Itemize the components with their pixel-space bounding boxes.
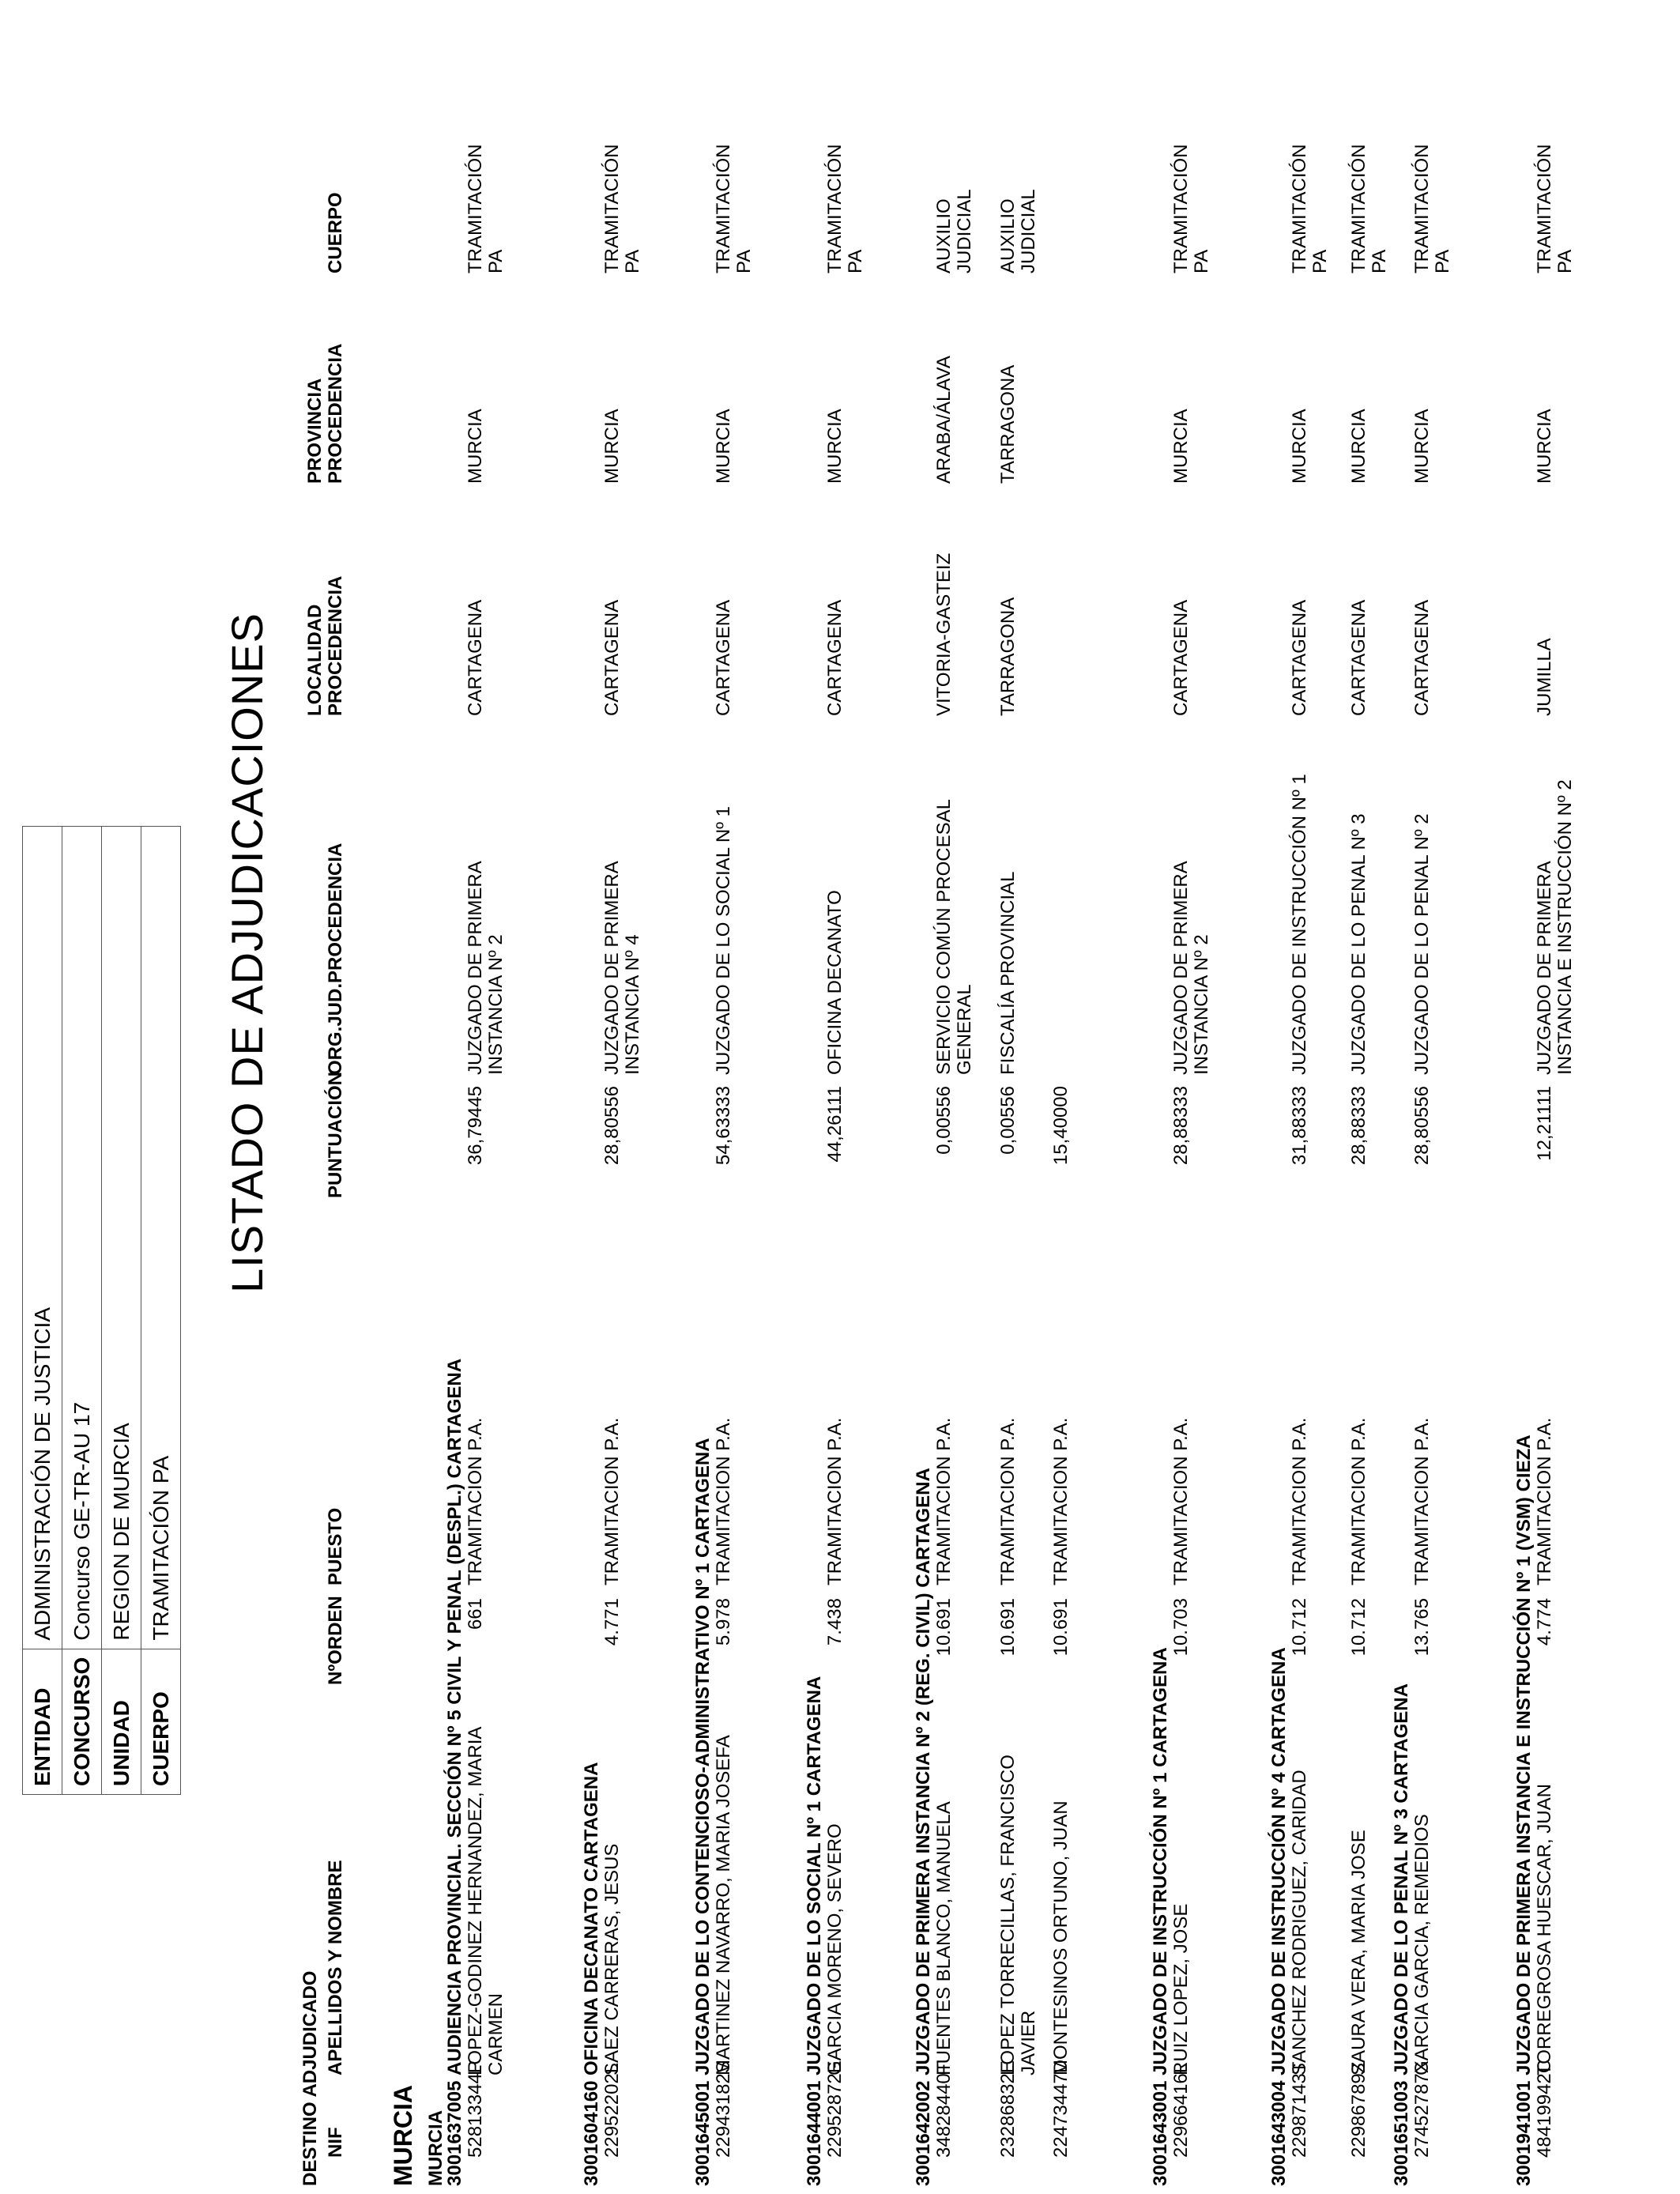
cell-provincia: MURCIA (465, 409, 486, 484)
cell-org-procedencia: JUZGADO DE PRIMERA INSTANCIA E INSTRUCCIÓN Nº 2 (1534, 779, 1576, 1075)
col-header-cuerpo: CUERPO (325, 192, 346, 273)
header-row-entidad (23, 826, 62, 1794)
cell-name: SAEZ CARRERAS, JESUS (601, 1843, 623, 2075)
col-header-localidad: LOCALIDAD PROCEDENCIA (304, 575, 346, 716)
cell-puesto: TRAMITACION P.A. (1170, 1417, 1192, 1585)
cell-puntuacion: 0,00556 (997, 1086, 1019, 1155)
cell-org-procedencia: JUZGADO DE LO PENAL Nº 2 (1411, 813, 1433, 1075)
cell-cuerpo: TRAMITACIÓN PA (1411, 144, 1453, 273)
cell-cuerpo: AUXILIO JUDICIAL (997, 189, 1039, 273)
cell-orden: 10.691 (997, 1598, 1019, 1657)
col-header-destino: DESTINO ADJUDICADO (299, 1970, 321, 2186)
cell-localidad: CARTAGENA (824, 599, 846, 716)
cell-puesto: TRAMITACION P.A. (1050, 1417, 1072, 1585)
header-row-cuerpo (141, 826, 181, 1794)
cell-name: GARCIA GARCIA, REMEDIOS (1411, 1814, 1433, 2075)
cell-org-procedencia: JUZGADO DE PRIMERA INSTANCIA Nº 2 (465, 861, 507, 1075)
cell-puesto: TRAMITACION P.A. (1348, 1417, 1369, 1585)
cell-org-procedencia: JUZGADO DE PRIMERA INSTANCIA Nº 4 (601, 861, 643, 1075)
cell-provincia: ARABA/ÁLAVA (933, 356, 955, 484)
cell-puntuacion: 28,88333 (1170, 1086, 1192, 1166)
cell-provincia: MURCIA (1534, 409, 1555, 484)
col-header-puesto: PUESTO (325, 1507, 346, 1585)
cell-localidad: CARTAGENA (1411, 599, 1433, 716)
cell-puesto: TRAMITACION P.A. (465, 1417, 486, 1585)
cuerpo-label: CUERPO (141, 1649, 181, 1794)
destino-name: OFICINA DECANATO CARTAGENA (581, 1762, 602, 2075)
header-row-concurso (62, 826, 102, 1794)
cell-nif: 27452787X (1411, 2060, 1433, 2158)
cell-puesto: TRAMITACION P.A. (713, 1417, 734, 1585)
unidad-label: UNIDAD (102, 1649, 141, 1794)
cell-puesto: TRAMITACION P.A. (997, 1417, 1019, 1585)
cell-orden: 10.703 (1170, 1598, 1192, 1657)
cell-provincia: MURCIA (1411, 409, 1433, 484)
cell-puntuacion: 12,21111 (1534, 1086, 1555, 1161)
destino-code: 3001644001 (804, 2080, 825, 2186)
cell-puntuacion: 31,88333 (1289, 1086, 1310, 1166)
cell-localidad: JUMILLA (1534, 638, 1555, 716)
cell-orden: 4.774 (1534, 1598, 1555, 1646)
cell-org-procedencia: OFICINA DECANATO (824, 890, 846, 1075)
destino-code: 3001645001 (692, 2080, 714, 2186)
cell-puesto: TRAMITACION P.A. (1534, 1417, 1555, 1585)
cell-provincia: MURCIA (1289, 409, 1310, 484)
cell-localidad: TARRAGONA (997, 597, 1019, 716)
cell-nif: 22952872E (824, 2060, 846, 2158)
col-header-org: ORG.JUD.PROCEDENCIA (325, 843, 346, 1075)
cell-org-procedencia: FISCALÍA PROVINCIAL (997, 871, 1019, 1075)
cell-puesto: TRAMITACION P.A. (933, 1417, 955, 1585)
cell-puesto: TRAMITACION P.A. (824, 1417, 846, 1585)
cell-localidad: CARTAGENA (1289, 599, 1310, 716)
concurso-label: CONCURSO (62, 1649, 102, 1794)
cell-provincia: MURCIA (601, 409, 623, 484)
cell-orden: 10.712 (1348, 1598, 1369, 1657)
destino-name: JUZGADO DE LO CONTENCIOSO-ADMINISTRATIVO Nº 1 CARTAGENA (692, 1438, 714, 2075)
cell-name: SANCHEZ RODRIGUEZ, CARIDAD (1289, 1770, 1310, 2075)
cell-puntuacion: 36,79445 (465, 1086, 486, 1166)
cell-puntuacion: 28,80556 (1411, 1086, 1433, 1166)
cell-nif: 23286832E (997, 2060, 1019, 2158)
cell-provincia: MURCIA (824, 409, 846, 484)
cell-org-procedencia: JUZGADO DE INSTRUCCIÓN Nº 1 (1289, 774, 1310, 1075)
cell-orden: 10.691 (933, 1598, 955, 1657)
destino-name: JUZGADO DE INSTRUCCIÓN Nº 1 CARTAGENA (1150, 1647, 1171, 2075)
cell-localidad: CARTAGENA (1170, 599, 1192, 716)
destino-name: JUZGADO DE LO PENAL Nº 3 CARTAGENA (1391, 1683, 1412, 2075)
destino-code: 3001643001 (1150, 2080, 1171, 2186)
destino-code: 3001637005 (444, 2080, 465, 2186)
region-heading: MURCIA (389, 2085, 417, 2186)
cell-org-procedencia: JUZGADO DE LO PENAL Nº 3 (1348, 813, 1369, 1075)
destino-code: 3001643004 (1268, 2080, 1290, 2186)
entidad-label: ENTIDAD (23, 1649, 62, 1794)
cell-cuerpo: TRAMITACIÓN PA (824, 144, 866, 273)
cell-provincia: MURCIA (1348, 409, 1369, 484)
cell-puesto: TRAMITACION P.A. (601, 1417, 623, 1585)
cell-nif: 34828440T (933, 2061, 955, 2158)
cell-puntuacion: 54,63333 (713, 1086, 734, 1166)
cell-localidad: CARTAGENA (713, 599, 734, 716)
cell-cuerpo: TRAMITACIÓN PA (465, 144, 507, 273)
cell-name: LOPEZ-GODINEZ HERNANDEZ, MARIA CARMEN (465, 1726, 507, 2075)
col-header-puntuacion: PUNTUACIÓN (325, 1072, 346, 1198)
subregion-heading: MURCIA (425, 2110, 446, 2186)
cell-nif: 22473447D (1050, 2059, 1072, 2158)
destino-code: 3001941001 (1513, 2080, 1535, 2186)
col-header-provincia: PROVINCIA PROCEDENCIA (304, 343, 346, 484)
cell-name: SAURA VERA, MARIA JOSE (1348, 1830, 1369, 2075)
destino-name: JUZGADO DE LO SOCIAL Nº 1 CARTAGENA (804, 1676, 825, 2075)
cell-org-procedencia: JUZGADO DE PRIMERA INSTANCIA Nº 2 (1170, 861, 1212, 1075)
cell-nif: 22943182S (713, 2060, 734, 2158)
destino-name: AUDIENCIA PROVINCIAL. SECCIÓN Nº 5 CIVIL Y PENAL (DESPL.) CARTAGENA (444, 1358, 465, 2075)
cell-cuerpo: AUXILIO JUDICIAL (933, 189, 975, 273)
concurso-value: Concurso GE-TR-AU 17 (62, 826, 102, 1649)
cell-localidad: CARTAGENA (465, 599, 486, 716)
cell-name: MARTINEZ NAVARRO, MARIA JOSEFA (713, 1735, 734, 2075)
cell-puntuacion: 15,40000 (1050, 1086, 1072, 1166)
cell-puntuacion: 28,80556 (601, 1086, 623, 1166)
cell-provincia: MURCIA (1170, 409, 1192, 484)
destino-name: JUZGADO DE PRIMERA INSTANCIA Nº 2 (REG. CIVIL) CARTAGENA (913, 1468, 934, 2075)
cell-nif: 22986789Z (1348, 2061, 1369, 2158)
col-header-nif: NIF (325, 2127, 346, 2158)
cell-name: TORREGROSA HUESCAR, JUAN (1534, 1784, 1555, 2075)
page-title: LISTADO DE ADJUDICACIONES (222, 612, 272, 1293)
cell-cuerpo: TRAMITACIÓN PA (1534, 144, 1576, 273)
cell-puesto: TRAMITACION P.A. (1411, 1417, 1433, 1585)
cell-localidad: VITORIA-GASTEIZ (933, 552, 955, 716)
cell-org-procedencia: JUZGADO DE LO SOCIAL Nº 1 (713, 806, 734, 1075)
header-info-box (22, 826, 181, 1795)
cell-org-procedencia: SERVICIO COMÚN PROCESAL GENERAL (933, 799, 975, 1075)
cell-puntuacion: 0,00556 (933, 1086, 955, 1155)
destino-name: JUZGADO DE INSTRUCCIÓN Nº 4 CARTAGENA (1268, 1647, 1290, 2075)
entidad-value: ADMINISTRACIÓN DE JUSTICIA (23, 826, 62, 1649)
cell-cuerpo: TRAMITACIÓN PA (1170, 144, 1212, 273)
cell-name: LOPEZ TORRECILLAS, FRANCISCO JAVIER (997, 1755, 1039, 2075)
cell-name: MONTESINOS ORTUNO, JUAN (1050, 1800, 1072, 2075)
cell-orden: 13.765 (1411, 1598, 1433, 1657)
cell-orden: 4.771 (601, 1598, 623, 1646)
col-header-nombre: APELLIDOS Y NOMBRE (325, 1860, 346, 2075)
cell-nif: 52813344P (465, 2060, 486, 2158)
cell-puesto: TRAMITACION P.A. (1289, 1417, 1310, 1585)
cell-orden: 661 (465, 1598, 486, 1630)
destino-code: 3001604160 (581, 2080, 602, 2186)
cell-localidad: CARTAGENA (1348, 599, 1369, 716)
destino-code: 3001651003 (1391, 2080, 1412, 2186)
cell-localidad: CARTAGENA (601, 599, 623, 716)
cell-orden: 7.438 (824, 1598, 846, 1646)
cuerpo-value: TRAMITACIÓN PA (141, 826, 181, 1649)
destino-code: 3001642002 (913, 2080, 934, 2186)
cell-orden: 10.691 (1050, 1598, 1072, 1657)
cell-name: RUIZ LOPEZ, JOSE (1170, 1903, 1192, 2075)
cell-provincia: MURCIA (713, 409, 734, 484)
cell-cuerpo: TRAMITACIÓN PA (1348, 144, 1390, 273)
cell-nif: 22987143T (1289, 2061, 1310, 2158)
cell-puntuacion: 44,26111 (824, 1086, 846, 1163)
destino-name: JUZGADO DE PRIMERA INSTANCIA E INSTRUCCIÓN Nº 1 (VSM) CIEZA (1513, 1434, 1535, 2075)
unidad-value: REGION DE MURCIA (102, 826, 141, 1649)
cell-nif: 48419942C (1534, 2059, 1555, 2158)
header-row-unidad (102, 826, 141, 1794)
cell-orden: 10.712 (1289, 1598, 1310, 1657)
cell-cuerpo: TRAMITACIÓN PA (1289, 144, 1331, 273)
cell-puntuacion: 28,88333 (1348, 1086, 1369, 1166)
cell-cuerpo: TRAMITACIÓN PA (601, 144, 643, 273)
cell-name: GARCIA MORENO, SEVERO (824, 1823, 846, 2075)
cell-nif: 22966416L (1170, 2062, 1192, 2158)
cell-orden: 5.978 (713, 1598, 734, 1646)
cell-cuerpo: TRAMITACIÓN PA (713, 144, 755, 273)
cell-name: FUENTES BLANCO, MANUELA (933, 1801, 955, 2075)
col-header-orden: NºORDEN (325, 1596, 346, 1685)
cell-provincia: TARRAGONA (997, 364, 1019, 484)
cell-nif: 22952202L (601, 2062, 623, 2158)
